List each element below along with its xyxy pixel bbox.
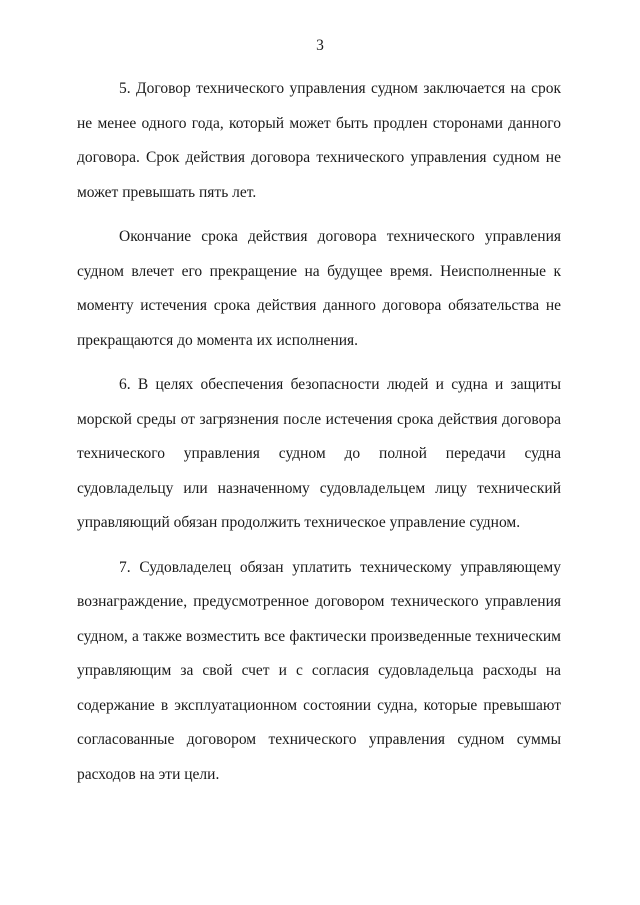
paragraph-clause-7: 7. Судовладелец обязан уплатить техническому управляющему вознаграждение, предусмотренное договором технического управления судном, а также возместить все фактически произведенные техническим управляющим за свой счет и с согласия судовладельца расходы на содержание в эксплуатационном состоянии судна, которые превышают согласованные договором технического управления судном суммы расходов на эти цели. — [77, 558, 561, 783]
paragraph-clause-6: 6. В целях обеспечения безопасности людей и судна и защиты морской среды от загрязнения после истечения срока действия договора технического управления судном до полной передачи судна судовладельцу или назначенному судовладельцем лицу технический управляющий обязан продолжить техническое управление судном. — [77, 376, 561, 531]
paragraph-clause-5: 5. Договор технического управления судном заключается на срок не менее одного года, который может быть продлен сторонами данного договора. Срок действия договора технического управления судном не может превышать пять лет. — [77, 80, 561, 201]
document-body — [77, 72, 561, 802]
page-number: 3 — [316, 37, 324, 54]
paragraph-term-expiry: Окончание срока действия договора технического управления судном влечет его прекращение на будущее время. Неисполненные к моменту истечения срока действия данного договора обязательства не прекращаются до момента их исполнения. — [77, 228, 561, 349]
